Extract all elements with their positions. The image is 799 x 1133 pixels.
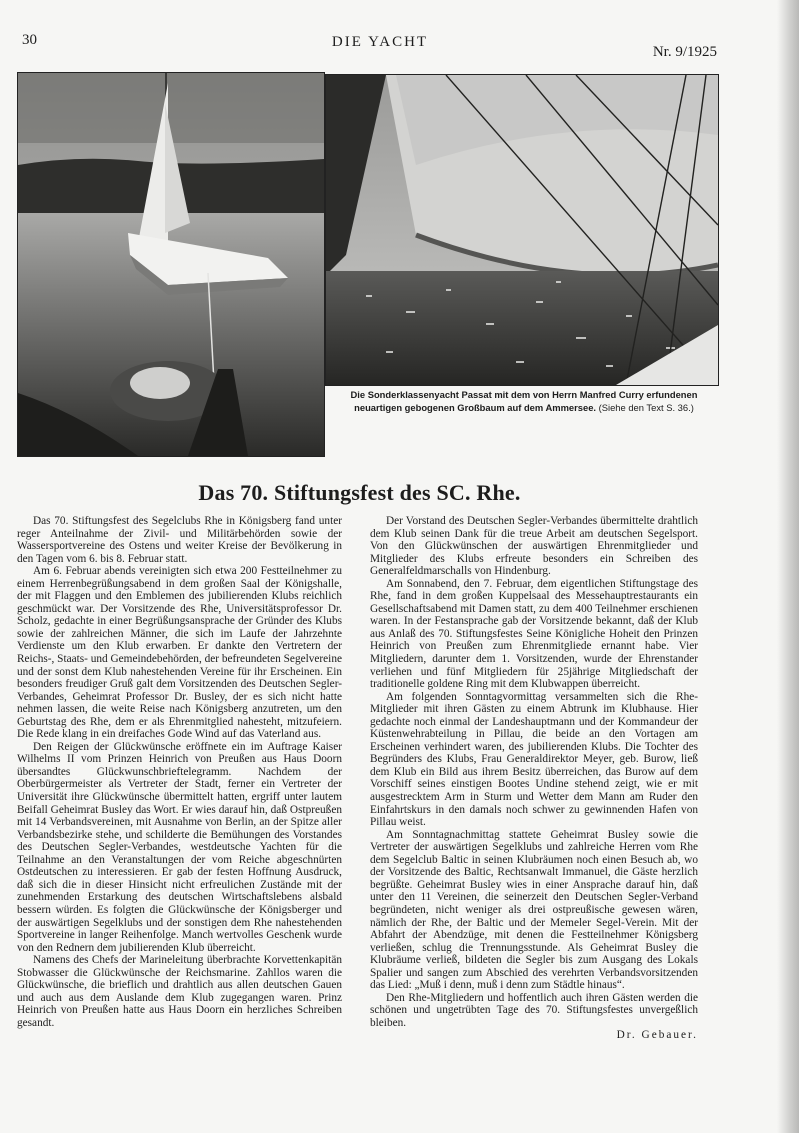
paragraph: Namens des Chefs der Marineleitung überbrachte Korvettenkapitän Stobwasser die Glückwünsche der Reichsmarine. Zahllos waren die Glückwünsche, die brieflich und drahtlich aus allen deutschen Gauen und auch aus dem Auslande dem Klub zugegangen waren. Prinz Heinrich von Preußen hatte aus Haus Doorn ein herzliches Schreiben gesandt.	[17, 954, 342, 1029]
paragraph: Das 70. Stiftungsfest des Segelclubs Rhe in Königsberg fand unter reger Anteilnahme der Zivil- und Militärbehörden sowie der Wassersportvereine des Ostens und weiter Kreise der Bevölkerung in den Tagen vom 6. bis 8. Februar statt.	[17, 515, 342, 565]
page-edge-shadow	[777, 0, 799, 1133]
article-column-left	[17, 515, 342, 1029]
paragraph: Den Rhe-Mitgliedern und hoffentlich auch ihren Gästen werden die schönen und ungetrübten Tage des 70. Stiftungsfestes unvergeßlich bleiben.	[370, 991, 698, 1029]
sailboat-photo-graphic	[18, 73, 324, 456]
caption-reference: (Siehe den Text S. 36.)	[598, 402, 694, 413]
paragraph: Der Vorstand des Deutschen Segler-Verbandes übermittelte drahtlich dem Klub seinen Dank für die treue Arbeit am deutschen Segelsport. Von den Glückwünschen der auswärtigen Ehrenmitglieder und Mitglieder des Klubs erfreute besonders ein Schreiben des Generalfeldmarschalls von Hindenburg.	[370, 515, 698, 578]
paragraph: Am folgenden Sonntagvormittag versammelten sich die Rhe-Mitglieder mit ihren Gästen zu einem Abtrunk im Klubhause. Hier gedachte noch einmal der Landeshauptmann und der Kommandeur der Küstenwehrabteilung in Pillau, die beide an den Vortagen am Erscheinen verhindert waren, des jubilierenden Klubs. Die Tochter des Begründers des Klubs, Frau Generaldirektor Meyer, geb. Burow, ließ dem Klub ein Bild aus ihrem Besitz überreichen, das Burow auf dem Vorschiff seines einstigen Bootes Undine stehend zeigt, wie er mit ausgestrecktem Arm in Sturm und Wetter dem Mann am Ruder den Einfahrtskurs in den damals noch schwer zu gewinnenden Hafen von Pillau weist.	[370, 690, 698, 829]
sail-closeup-graphic	[326, 75, 718, 385]
article-headline: Das 70. Stiftungsfest des SC. Rhe.	[198, 480, 521, 505]
photo-caption	[330, 388, 718, 414]
sailboat-photo	[17, 72, 325, 457]
paragraph: Am Sonnabend, den 7. Februar, dem eigentlichen Stiftungstage des Rhe, fand in dem großen Kuppelsaal des Messehauptrestaurants ein Gesellschaftsabend mit Damen statt, zu dem 400 Teilnehmer erschienen waren. In der Festansprache gab der Vorsitzende bekannt, daß der Klub aus Anlaß des 70. Stiftungsfestes Seine Königliche Hoheit den Prinzen Heinrich von Preußen zum Ehrenmitgliede ernannt habe. Vier Mitgliedern, darunter dem 1. Vorsitzenden, wurde der Ehrenstander verliehen und fünf Mitgliedern für 25jährige Mitgliedschaft der traditionelle goldene Ring mit dem Klubwappen überreicht.	[370, 577, 698, 691]
paragraph: Am Sonntagnachmittag stattete Geheimrat Busley sowie die Vertreter der auswärtigen Segelklubs und zahlreiche Herren vom Rhe dem Segelclub Baltic in seinen Klubräumen noch einen Besuch ab, wo der Vorsitzende des Baltic, Rechtsanwalt Immanuel, die Gäste herzlich begrüßte. Geheimrat Busley wies in einer Ansprache darauf hin, daß unter den 11 Vereinen, die seinerzeit den Deutschen Segler-Verband begründeten, nicht weniger als drei ostpreußische gewesen wären, nämlich der Rhe, der Baltic und der Memeler Segel-Verein. Mit der Abfahrt der Abendzüge, mit denen die Festteilnehmer Königsberg verließen, schlug die Trennungsstunde. Als Geheimrat Busley die Klubräume verließ, bildeten die Segler bis zum Ausgang des Lokals Spalier und sangen zum Abschied des verehrten Verbandsvorsitzenden das Lied: „Muß i denn, muß i denn zum Städtle hinaus“.	[370, 828, 698, 992]
article-column-right	[370, 515, 698, 1042]
caption-main: Die Sonderklassenyacht Passat mit dem von Herrn Manfred Curry erfundenen neuartigen gebogenen Großbaum auf dem Ammersee.	[350, 389, 698, 413]
author-signature: Dr. Gebauer.	[616, 1029, 698, 1042]
paragraph: Den Reigen der Glückwünsche eröffnete ein im Auftrage Kaiser Wilhelms II vom Prinzen Heinrich von Preußen aus Haus Doorn übersandtes Glückwunschbrieftelegramm. Nachdem der Oberbürgermeister als Vertreter der Stadt, ferner ein Vertreter der Universität ihre Glückwünsche übermittelt hatten, ergriff unter lautem Beifall Geheimrat Busley das Wort. Er wies darauf hin, daß Ostpreußen mit 14 Verbandsvereinen, mit Ausnahme von Berlin, an der Spitze aller Verbandsbezirke stehe, und schilderte die Bemühungen des Vorstandes des Deutschen Segler-Verbandes, westdeutsche Yachten für die Teilnahme an den Veranstaltungen der vom Reiche abgeschnürten Ostdeutschen zu interessieren. Er gab der festen Hoffnung Ausdruck, daß sich die in dieser Hinsicht nicht erfreulichen Zustände mit der zunehmenden Erstarkung des deutschen Wirtschaftslebens alsbald bessern würden. Es folgten die Glückwünsche der Königsberger und der auswärtigen Segelklubs und der sonstigen dem Rhe nahestehenden Sportvereine in langer Reihenfolge. Manch wertvolles Geschenk wurde von den Rednern dem jubilierenden Klub überreicht.	[17, 740, 342, 954]
issue-number: Nr. 9/1925	[652, 44, 717, 60]
running-title: DIE YACHT	[331, 34, 429, 50]
page-number: 30	[22, 32, 37, 48]
sail-closeup-photo	[325, 74, 719, 386]
paragraph: Am 6. Februar abends vereinigten sich etwa 200 Festteilnehmer zu einem Herrenbegrüßungsabend in dem großen Saal der Königshalle, der mit Flaggen und den Emblemen des jubilierenden Klubs reichlich geschmückt war. Der Vorsitzende des Rhe, Universitätsprofessor Dr. Scholz, gedachte in einer Begrüßungsansprache der Gründer des Klubs sowie der zahlreichen Männer, die sich im Laufe der Jahrzehnte Verdienste um den Klub erwarben. Er dankte den Vertretern der Reichs-, Staats- und Gemeindebehörden, der befreundeten Segelvereine und der sonst dem Klub nahestehenden Vereine für ihr Erscheinen. Ein besonders freudiger Gruß galt dem Vorsitzenden des Deutschen Segler-Verbandes, Geheimrat Professor Dr. Busley, der es sich nicht hatte nehmen lassen, die weite Reise nach Königsberg anzutreten, um den Geburtstag des Rhe, dem er als Ehrenmitglied nahesteht, mitzufeiern. Die Rede klang in ein dreifaches Gode Wind auf das Vaterland aus.	[17, 565, 342, 741]
